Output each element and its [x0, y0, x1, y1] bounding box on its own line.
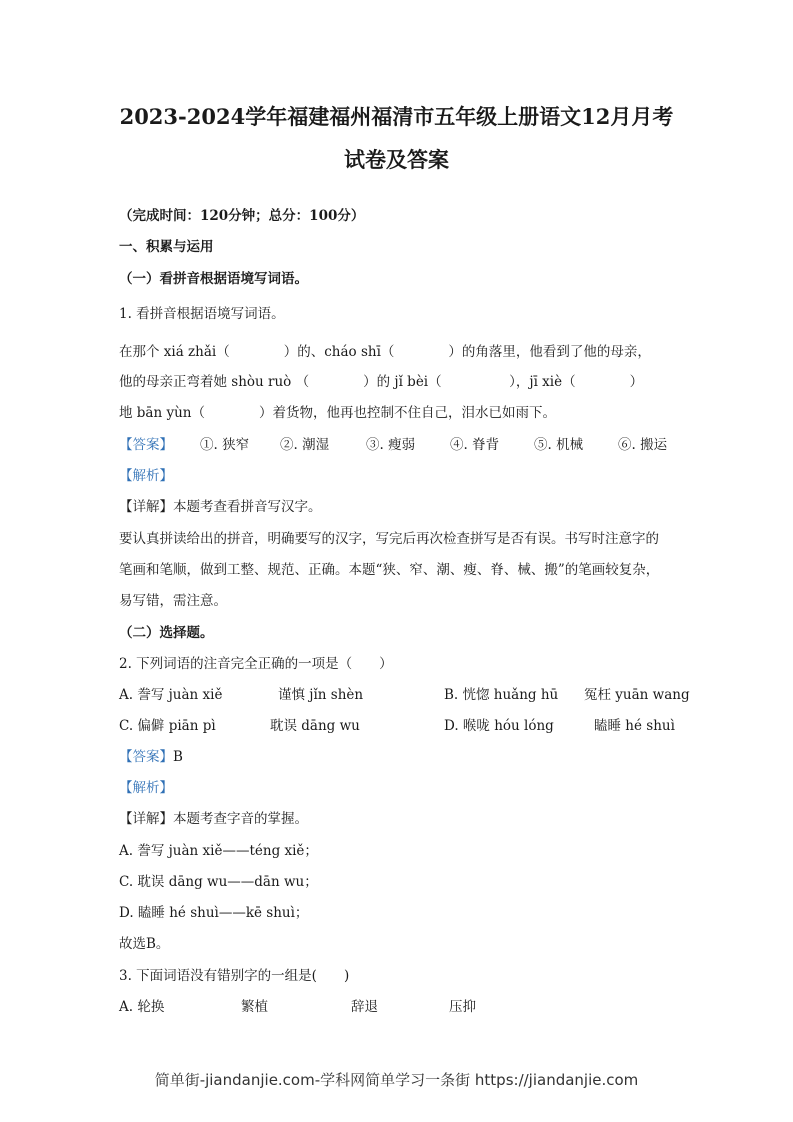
answer-item-1: ①. 狭窄	[200, 437, 250, 453]
answer-label: 【答案】	[119, 437, 173, 453]
answer-line-2	[119, 747, 183, 767]
passage-line-2: 他的母亲正弯着她 shòu ruò （ ）的 jǐ bèi（ ），jī xiè（ ）	[119, 374, 644, 390]
section-heading: 一、积累与运用	[119, 239, 214, 255]
explanation-line-2: 笔画和笔顺，做到工整、规范、正确。本题“狭、窄、潮、瘦、脊、械、搬”的笔画较复杂，	[119, 562, 660, 578]
q3-option-a-word4: 压抑	[449, 999, 476, 1015]
exam-meta: （完成时间：120分钟；总分：100分）	[119, 208, 365, 224]
document-title-line2: 试卷及答案	[344, 147, 449, 172]
option-d-word1: D. 喉咙 hóu lóng	[444, 718, 554, 734]
q3-option-a-word1: A. 轮换	[119, 999, 165, 1015]
explanation-line-1: 要认真拼读给出的拼音，明确要写的汉字，写完后再次检查拼写是否有误。书写时注意字的	[119, 531, 659, 547]
passage-line-1: 在那个 xiá zhǎi（ ）的、cháo shī（ ）的角落里，他看到了他的母亲，	[119, 344, 651, 360]
part2-heading: （二）选择题。	[119, 625, 214, 641]
part1-heading: （一）看拼音根据语境写词语。	[119, 271, 308, 287]
option-b-word1: B. 恍惚 huǎng hū	[444, 687, 559, 703]
detail-text-2: 本题考查字音的掌握。	[173, 811, 308, 827]
answer-item-6: ⑥. 搬运	[618, 437, 668, 453]
detail-line	[119, 497, 322, 517]
question-2-stem: 2. 下列词语的注音完全正确的一项是（ ）	[119, 656, 393, 672]
option-c-word1: C. 偏僻 piān pì	[119, 718, 216, 734]
conclusion: 故选B。	[119, 936, 170, 952]
detail-line-2	[119, 809, 308, 829]
q3-option-a-word3: 辞退	[351, 999, 378, 1015]
answer-value-2: B	[173, 749, 183, 765]
option-a-word1: A. 誊写 juàn xiě	[119, 687, 223, 703]
option-b-word2: 冤枉 yuān wang	[584, 687, 690, 703]
document-title-line1: 2023-2024学年福建福州福清市五年级上册语文12月月考	[119, 104, 674, 129]
option-d-word2: 瞌睡 hé shuì	[594, 718, 675, 734]
passage-line-3: 地 bān yùn（ ）着货物，他再也控制不住自己，泪水已如雨下。	[119, 405, 556, 421]
correction-c: C. 耽误 dāng wu——dān wu；	[119, 874, 318, 890]
answer-item-3: ③. 瘦弱	[366, 437, 416, 453]
detail-text: 本题考查看拼音写汉字。	[173, 499, 322, 515]
question-1-stem: 1. 看拼音根据语境写词语。	[119, 306, 285, 322]
answer-item-2: ②. 潮湿	[280, 437, 330, 453]
explanation-line-3: 易写错，需注意。	[119, 593, 227, 609]
correction-a: A. 誊写 juàn xiě——téng xiě；	[119, 843, 318, 859]
detail-label: 【详解】	[119, 499, 173, 515]
option-a-word2: 谨慎 jǐn shèn	[278, 687, 364, 703]
correction-d: D. 瞌睡 hé shuì——kē shuì；	[119, 905, 309, 921]
answer-label-2: 【答案】	[119, 749, 173, 765]
option-c-word2: 耽误 dāng wu	[270, 718, 360, 734]
answer-item-4: ④. 脊背	[450, 437, 500, 453]
analysis-label-2: 【解析】	[119, 780, 173, 796]
question-3-stem: 3. 下面词语没有错别字的一组是( )	[119, 968, 350, 984]
q3-option-a-word2: 繁植	[241, 999, 268, 1015]
detail-label-2: 【详解】	[119, 811, 173, 827]
answer-item-5: ⑤. 机械	[534, 437, 584, 453]
page-footer: 简单街-jiandanjie.com-学科网简单学习一条街 https://jiandanjie.com	[154, 1071, 639, 1089]
analysis-label: 【解析】	[119, 468, 173, 484]
